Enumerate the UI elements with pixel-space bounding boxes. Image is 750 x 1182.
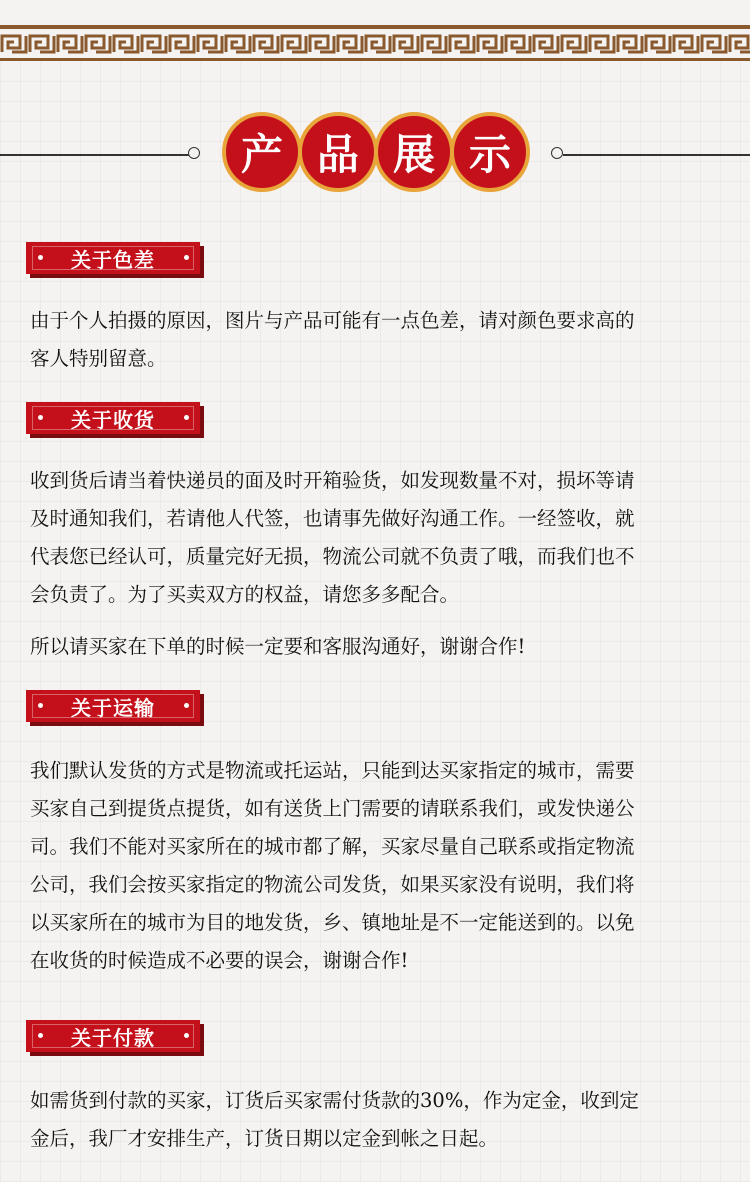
paragraph-shipping: 我们默认发货的方式是物流或托运站，只能到达买家指定的城市，需要 买家自己到提货点提货，如有送货上门需要的请联系我们，或发快递公 司。我们不能对买家所在的城市都了解，买家尽量自己联系或指定物流 公司，我们会按买家指定的物流公司发货，如果买家没有说明，我们将 以买家所在的城市为目的地发货，乡、镇地址是不一定能送到的。以免 在收货的时候造成不必要的误会，谢谢合作!: [30, 759, 635, 972]
paragraph-payment: 如需货到付款的买家，订货后买家需付货款的30%，作为定金，收到定 金后，我厂才安排生产，订货日期以定金到帐之日起。: [30, 1089, 639, 1150]
tag-dot-icon: [184, 415, 189, 420]
title-dot-right: [551, 147, 563, 159]
tag-dot-icon: [38, 255, 43, 260]
title-char-1: 产: [222, 112, 302, 192]
fret-pattern: [0, 32, 750, 56]
tag-dot-icon: [38, 1033, 43, 1038]
section-tag-label: 关于付款: [26, 1020, 200, 1052]
section-tag-label: 关于运输: [26, 690, 200, 722]
band-top-line: [0, 25, 750, 29]
page-title: [0, 112, 750, 194]
title-rule-left: [0, 154, 190, 156]
title-char-2: 品: [298, 112, 378, 192]
tag-dot-icon: [184, 703, 189, 708]
section-tag-payment: [26, 1020, 206, 1058]
paragraph-receiving: 收到货后请当着快递员的面及时开箱验货，如发现数量不对，损坏等请 及时通知我们，若请他人代签，也请事先做好沟通工作。一经签收，就 代表您已经认可，质量完好无损，物流公司就不负责了哦，而我们也不 会负责了。为了买卖双方的权益，请您多多配合。: [30, 469, 635, 606]
section-tag-label: 关于收货: [26, 402, 200, 434]
paragraph-receiving-thanks: 所以请买家在下单的时候一定要和客服沟通好，谢谢合作!: [30, 635, 526, 658]
title-dot-left: [188, 147, 200, 159]
section-tag-receiving: [26, 402, 206, 440]
title-char-3: 展: [374, 112, 454, 192]
paragraph-color-difference: 由于个人拍摄的原因，图片与产品可能有一点色差，请对颜色要求高的 客人特别留意。: [30, 309, 635, 370]
decorative-top-band: [0, 0, 750, 62]
title-char-4: 示: [450, 112, 530, 192]
tag-dot-icon: [184, 1033, 189, 1038]
tag-dot-icon: [38, 415, 43, 420]
section-tag-color-difference: [26, 242, 206, 280]
tag-dot-icon: [184, 255, 189, 260]
title-rule-right: [563, 154, 750, 156]
band-bottom-line: [0, 58, 750, 61]
section-tag-label: 关于色差: [26, 242, 200, 274]
section-tag-shipping: [26, 690, 206, 728]
tag-dot-icon: [38, 703, 43, 708]
